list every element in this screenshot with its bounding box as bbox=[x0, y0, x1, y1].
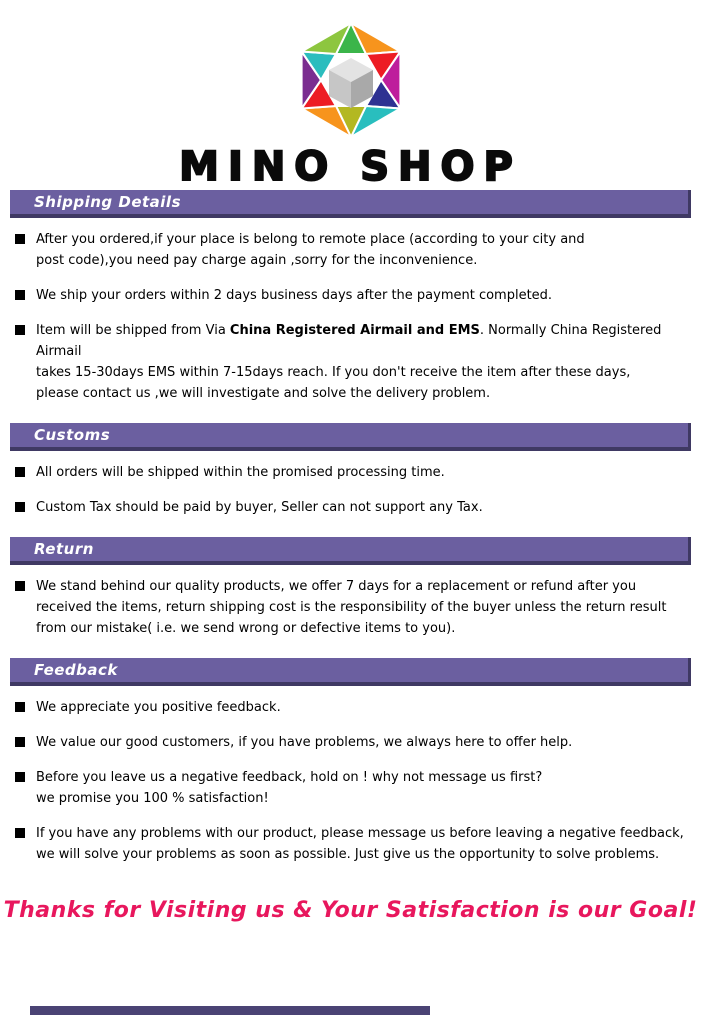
policy-section bbox=[10, 658, 691, 865]
text-line bbox=[36, 285, 552, 306]
partial-next-section-bar bbox=[30, 1006, 430, 1015]
text-line bbox=[36, 250, 585, 271]
text-segment: received the items, return shipping cost is the responsibility of the buyer unless the return result bbox=[36, 600, 667, 615]
list-item-text bbox=[36, 462, 445, 483]
list-item bbox=[14, 576, 691, 639]
section-title: Return bbox=[34, 540, 94, 558]
bullet-square-icon bbox=[15, 581, 25, 591]
text-segment: Item will be shipped from Via bbox=[36, 323, 230, 338]
text-segment: . Normally China Registered Airmail bbox=[36, 323, 662, 359]
bullet-square-icon bbox=[15, 234, 25, 244]
list-item-text bbox=[36, 697, 281, 718]
text-line bbox=[36, 788, 542, 809]
list-item bbox=[14, 767, 691, 809]
text-line bbox=[36, 576, 666, 597]
text-segment: from our mistake( i.e. we send wrong or defective items to you). bbox=[36, 621, 456, 636]
section-title: Feedback bbox=[34, 661, 118, 679]
policy-sections bbox=[0, 190, 701, 865]
text-line bbox=[36, 320, 691, 362]
bullet-square-icon bbox=[15, 828, 25, 838]
text-line bbox=[36, 618, 666, 639]
list-item-text bbox=[36, 732, 572, 753]
section-title: Customs bbox=[34, 426, 111, 444]
list-item-text bbox=[36, 576, 666, 639]
bullet-square-icon bbox=[15, 737, 25, 747]
thank-you-slogan: Thanks for Visiting us & Your Satisfaction is our Goal! bbox=[3, 898, 698, 923]
policy-section bbox=[10, 423, 691, 518]
list-item-text bbox=[36, 320, 691, 404]
list-item-text bbox=[36, 229, 585, 271]
text-line bbox=[36, 229, 585, 250]
list-item bbox=[14, 497, 691, 518]
text-segment: we will solve your problems as soon as possible. Just give us the opportunity to solve problems. bbox=[36, 847, 660, 862]
text-segment: After you ordered,if your place is belong to remote place (according to your city and bbox=[36, 232, 585, 247]
bullet-square-icon bbox=[15, 702, 25, 712]
text-segment: We appreciate you positive feedback. bbox=[36, 700, 281, 715]
text-line bbox=[36, 597, 666, 618]
shop-name: MINO SHOP bbox=[179, 144, 522, 190]
section-header-bar bbox=[10, 190, 691, 218]
text-line bbox=[36, 697, 281, 718]
text-segment: we promise you 100 % satisfaction! bbox=[36, 791, 269, 806]
list-item bbox=[14, 285, 691, 306]
text-segment: China Registered Airmail and EMS bbox=[229, 323, 480, 338]
text-segment: takes 15-30days EMS within 7-15days reach. If you don't receive the item after these days, bbox=[36, 365, 631, 380]
bullet-square-icon bbox=[15, 772, 25, 782]
section-header-bar bbox=[10, 537, 691, 565]
text-segment: Before you leave us a negative feedback, hold on ! why not message us first? bbox=[36, 770, 543, 785]
section-body bbox=[10, 565, 691, 639]
list-item-text bbox=[36, 767, 542, 809]
text-segment: Custom Tax should be paid by buyer, Seller can not support any Tax. bbox=[36, 500, 483, 515]
text-line bbox=[36, 462, 445, 483]
shop-logo bbox=[0, 0, 701, 190]
section-body bbox=[10, 218, 691, 404]
list-item-text bbox=[36, 285, 552, 306]
section-body bbox=[10, 451, 691, 518]
text-line bbox=[36, 732, 572, 753]
text-line bbox=[36, 362, 691, 383]
text-line bbox=[36, 767, 542, 788]
list-item bbox=[14, 823, 691, 865]
text-segment: If you have any problems with our product, please message us before leaving a negative feedback, bbox=[36, 826, 684, 841]
bullet-square-icon bbox=[15, 325, 25, 335]
text-line bbox=[36, 497, 483, 518]
section-header-bar bbox=[10, 658, 691, 686]
list-item-text bbox=[36, 823, 684, 865]
list-item bbox=[14, 229, 691, 271]
list-item bbox=[14, 697, 691, 718]
text-segment: post code),you need pay charge again ,sorry for the inconvenience. bbox=[36, 253, 478, 268]
list-item bbox=[14, 732, 691, 753]
text-segment: All orders will be shipped within the promised processing time. bbox=[36, 465, 445, 480]
text-segment: We ship your orders within 2 days business days after the payment completed. bbox=[36, 288, 553, 303]
section-header-bar bbox=[10, 423, 691, 451]
text-line bbox=[36, 823, 684, 844]
hexagon-cube-logo-icon bbox=[291, 20, 411, 140]
bullet-square-icon bbox=[15, 467, 25, 477]
policy-section bbox=[10, 537, 691, 639]
section-body bbox=[10, 686, 691, 865]
list-item bbox=[14, 462, 691, 483]
text-segment: please contact us ,we will investigate and solve the delivery problem. bbox=[36, 386, 491, 401]
section-title: Shipping Details bbox=[34, 193, 182, 211]
text-line bbox=[36, 844, 684, 865]
bullet-square-icon bbox=[15, 290, 25, 300]
text-segment: We stand behind our quality products, we offer 7 days for a replacement or refund after you bbox=[36, 579, 637, 594]
list-item bbox=[14, 320, 691, 404]
text-line bbox=[36, 383, 691, 404]
policy-section bbox=[10, 190, 691, 404]
bullet-square-icon bbox=[15, 502, 25, 512]
text-segment: We value our good customers, if you have problems, we always here to offer help. bbox=[36, 735, 573, 750]
list-item-text bbox=[36, 497, 483, 518]
